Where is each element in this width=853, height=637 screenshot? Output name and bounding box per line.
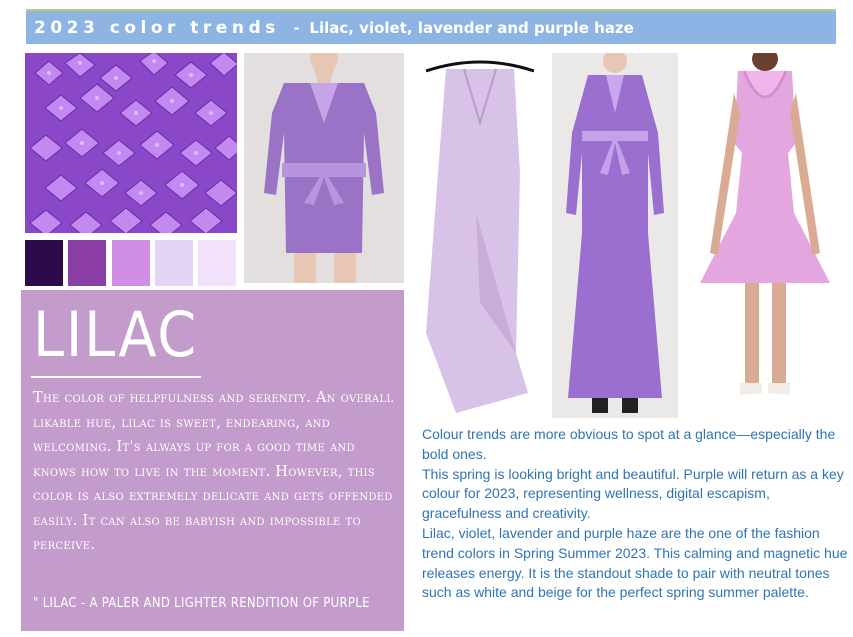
trend-paragraph: Colour trends are more obvious to spot at a glance—especially the bold ones. [422,426,836,462]
trend-paragraph: Lilac, violet, lavender and purple haze are the one of the fashion trend colors in Spring Summer 2023. This calming and magnetic hue releases energy. It is the standout shade to pair with neutral tones such as white and beige for the perfect spring summer palette. [422,524,848,601]
title-bar [26,9,836,44]
lace-jacket-model-photo [244,53,404,283]
lace-gown-photo [552,53,678,418]
ruffle-dress-photo [690,53,840,418]
trend-description [422,425,850,603]
lilac-description: The color of helpfulness and serenity. An overall likable hue, lilac is sweet, endearing, and welcoming. It's always up for a good time and knows how to live in the moment. However, this color is also extremely delicate and gets offended easily. It can also be babyish and impossible to perceive. [33,390,394,553]
color-swatch [198,240,236,286]
color-swatch [112,240,150,286]
lilac-heading: LILAC [33,298,199,371]
lilac-divider [31,376,201,378]
lilac-panel [21,290,404,631]
color-swatch [25,240,63,286]
asymmetric-dress-photo [416,53,544,418]
page-subtitle: Lilac, violet, lavender and purple haze [309,18,634,37]
lilac-quote: " LILAC - A PALER AND LIGHTER RENDITION OF PURPLE [33,596,370,611]
trend-paragraph: This spring is looking bright and beautiful. Purple will return as a key colour for 2023, representing wellness, digital escapism, gracefulness and creativity. [422,465,844,522]
hydrangea-photo [25,53,237,233]
color-swatch [68,240,106,286]
color-swatch [155,240,193,286]
title-separator: - [293,17,300,37]
page-title: 2023 color trends [34,17,280,38]
